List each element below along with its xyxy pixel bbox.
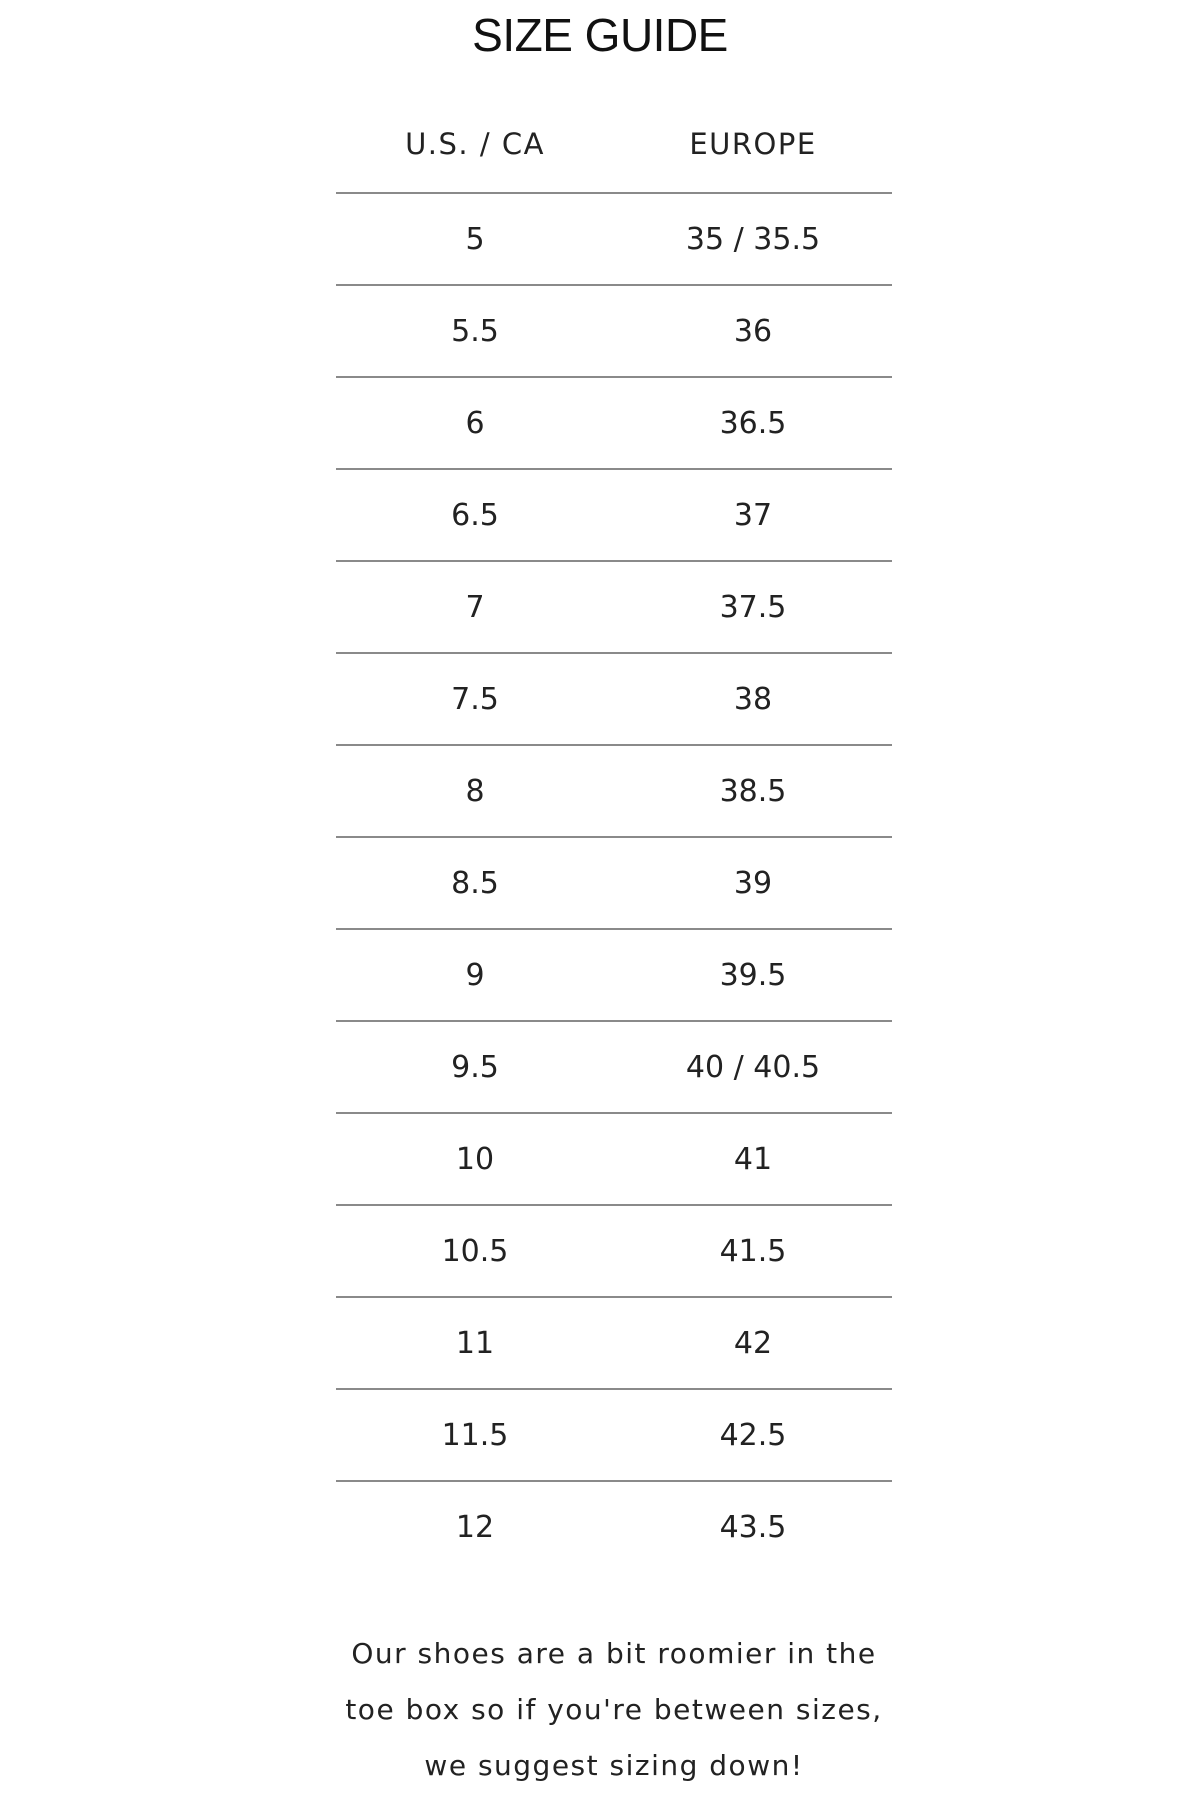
table-row <box>336 285 892 377</box>
us-ca-size-cell: 6.5 <box>336 469 614 561</box>
sizing-advice-note <box>300 1626 928 1794</box>
us-ca-size-cell: 11.5 <box>336 1389 614 1481</box>
table-row <box>336 1113 892 1205</box>
us-ca-size-cell: 5.5 <box>336 285 614 377</box>
us-ca-size-cell: 11 <box>336 1297 614 1389</box>
europe-size-cell: 37.5 <box>614 561 892 653</box>
europe-size-cell: 43.5 <box>719 1509 787 1545</box>
europe-size-cell: 38.5 <box>614 745 892 837</box>
table-row <box>336 929 892 1021</box>
table-row <box>336 469 892 561</box>
us-ca-size-cell: 7.5 <box>336 653 614 745</box>
europe-size-cell: 35 / 35.5 <box>614 193 892 285</box>
us-ca-size-cell: 9 <box>336 929 614 1021</box>
table-row <box>336 1297 892 1389</box>
us-ca-size-cell: 10.5 <box>336 1205 614 1297</box>
us-ca-size-cell: 5 <box>336 193 614 285</box>
us-ca-size-cell: 10 <box>336 1113 614 1205</box>
table-row <box>336 377 892 469</box>
column-header-us-ca: U.S. / CA <box>336 96 614 193</box>
sizing-advice-line: toe box so if you're between sizes, <box>345 1693 883 1726</box>
size-chart-table <box>336 96 892 1572</box>
sizing-advice-line: Our shoes are a bit roomier in the <box>351 1637 877 1670</box>
europe-size-cell: 36.5 <box>614 377 892 469</box>
europe-size-cell: 39 <box>614 837 892 929</box>
table-row <box>336 653 892 745</box>
table-row <box>336 561 892 653</box>
page-title: SIZE GUIDE <box>472 9 728 61</box>
table-row <box>336 1021 892 1113</box>
europe-size-cell: 41.5 <box>614 1205 892 1297</box>
europe-size-cell: 42 <box>614 1297 892 1389</box>
table-row <box>336 837 892 929</box>
size-chart-header <box>336 96 892 193</box>
europe-size-cell: 39.5 <box>614 929 892 1021</box>
header-row <box>336 96 892 193</box>
table-row <box>336 745 892 837</box>
us-ca-size-cell: 12 <box>455 1509 495 1545</box>
size-chart-body <box>336 193 892 1572</box>
table-row <box>336 1481 892 1572</box>
table-row <box>336 193 892 285</box>
us-ca-size-cell: 8.5 <box>336 837 614 929</box>
europe-size-cell: 40 / 40.5 <box>614 1021 892 1113</box>
us-ca-size-cell: 7 <box>336 561 614 653</box>
europe-size-cell: 37 <box>614 469 892 561</box>
column-header-europe: EUROPE <box>614 96 892 193</box>
europe-size-cell: 41 <box>614 1113 892 1205</box>
table-row <box>336 1205 892 1297</box>
sizing-advice-line: we suggest sizing down! <box>424 1749 804 1782</box>
us-ca-size-cell: 6 <box>336 377 614 469</box>
us-ca-size-cell: 9.5 <box>336 1021 614 1113</box>
europe-size-cell: 36 <box>614 285 892 377</box>
europe-size-cell: 42.5 <box>614 1389 892 1481</box>
europe-size-cell: 38 <box>614 653 892 745</box>
table-row <box>336 1389 892 1481</box>
us-ca-size-cell: 8 <box>336 745 614 837</box>
